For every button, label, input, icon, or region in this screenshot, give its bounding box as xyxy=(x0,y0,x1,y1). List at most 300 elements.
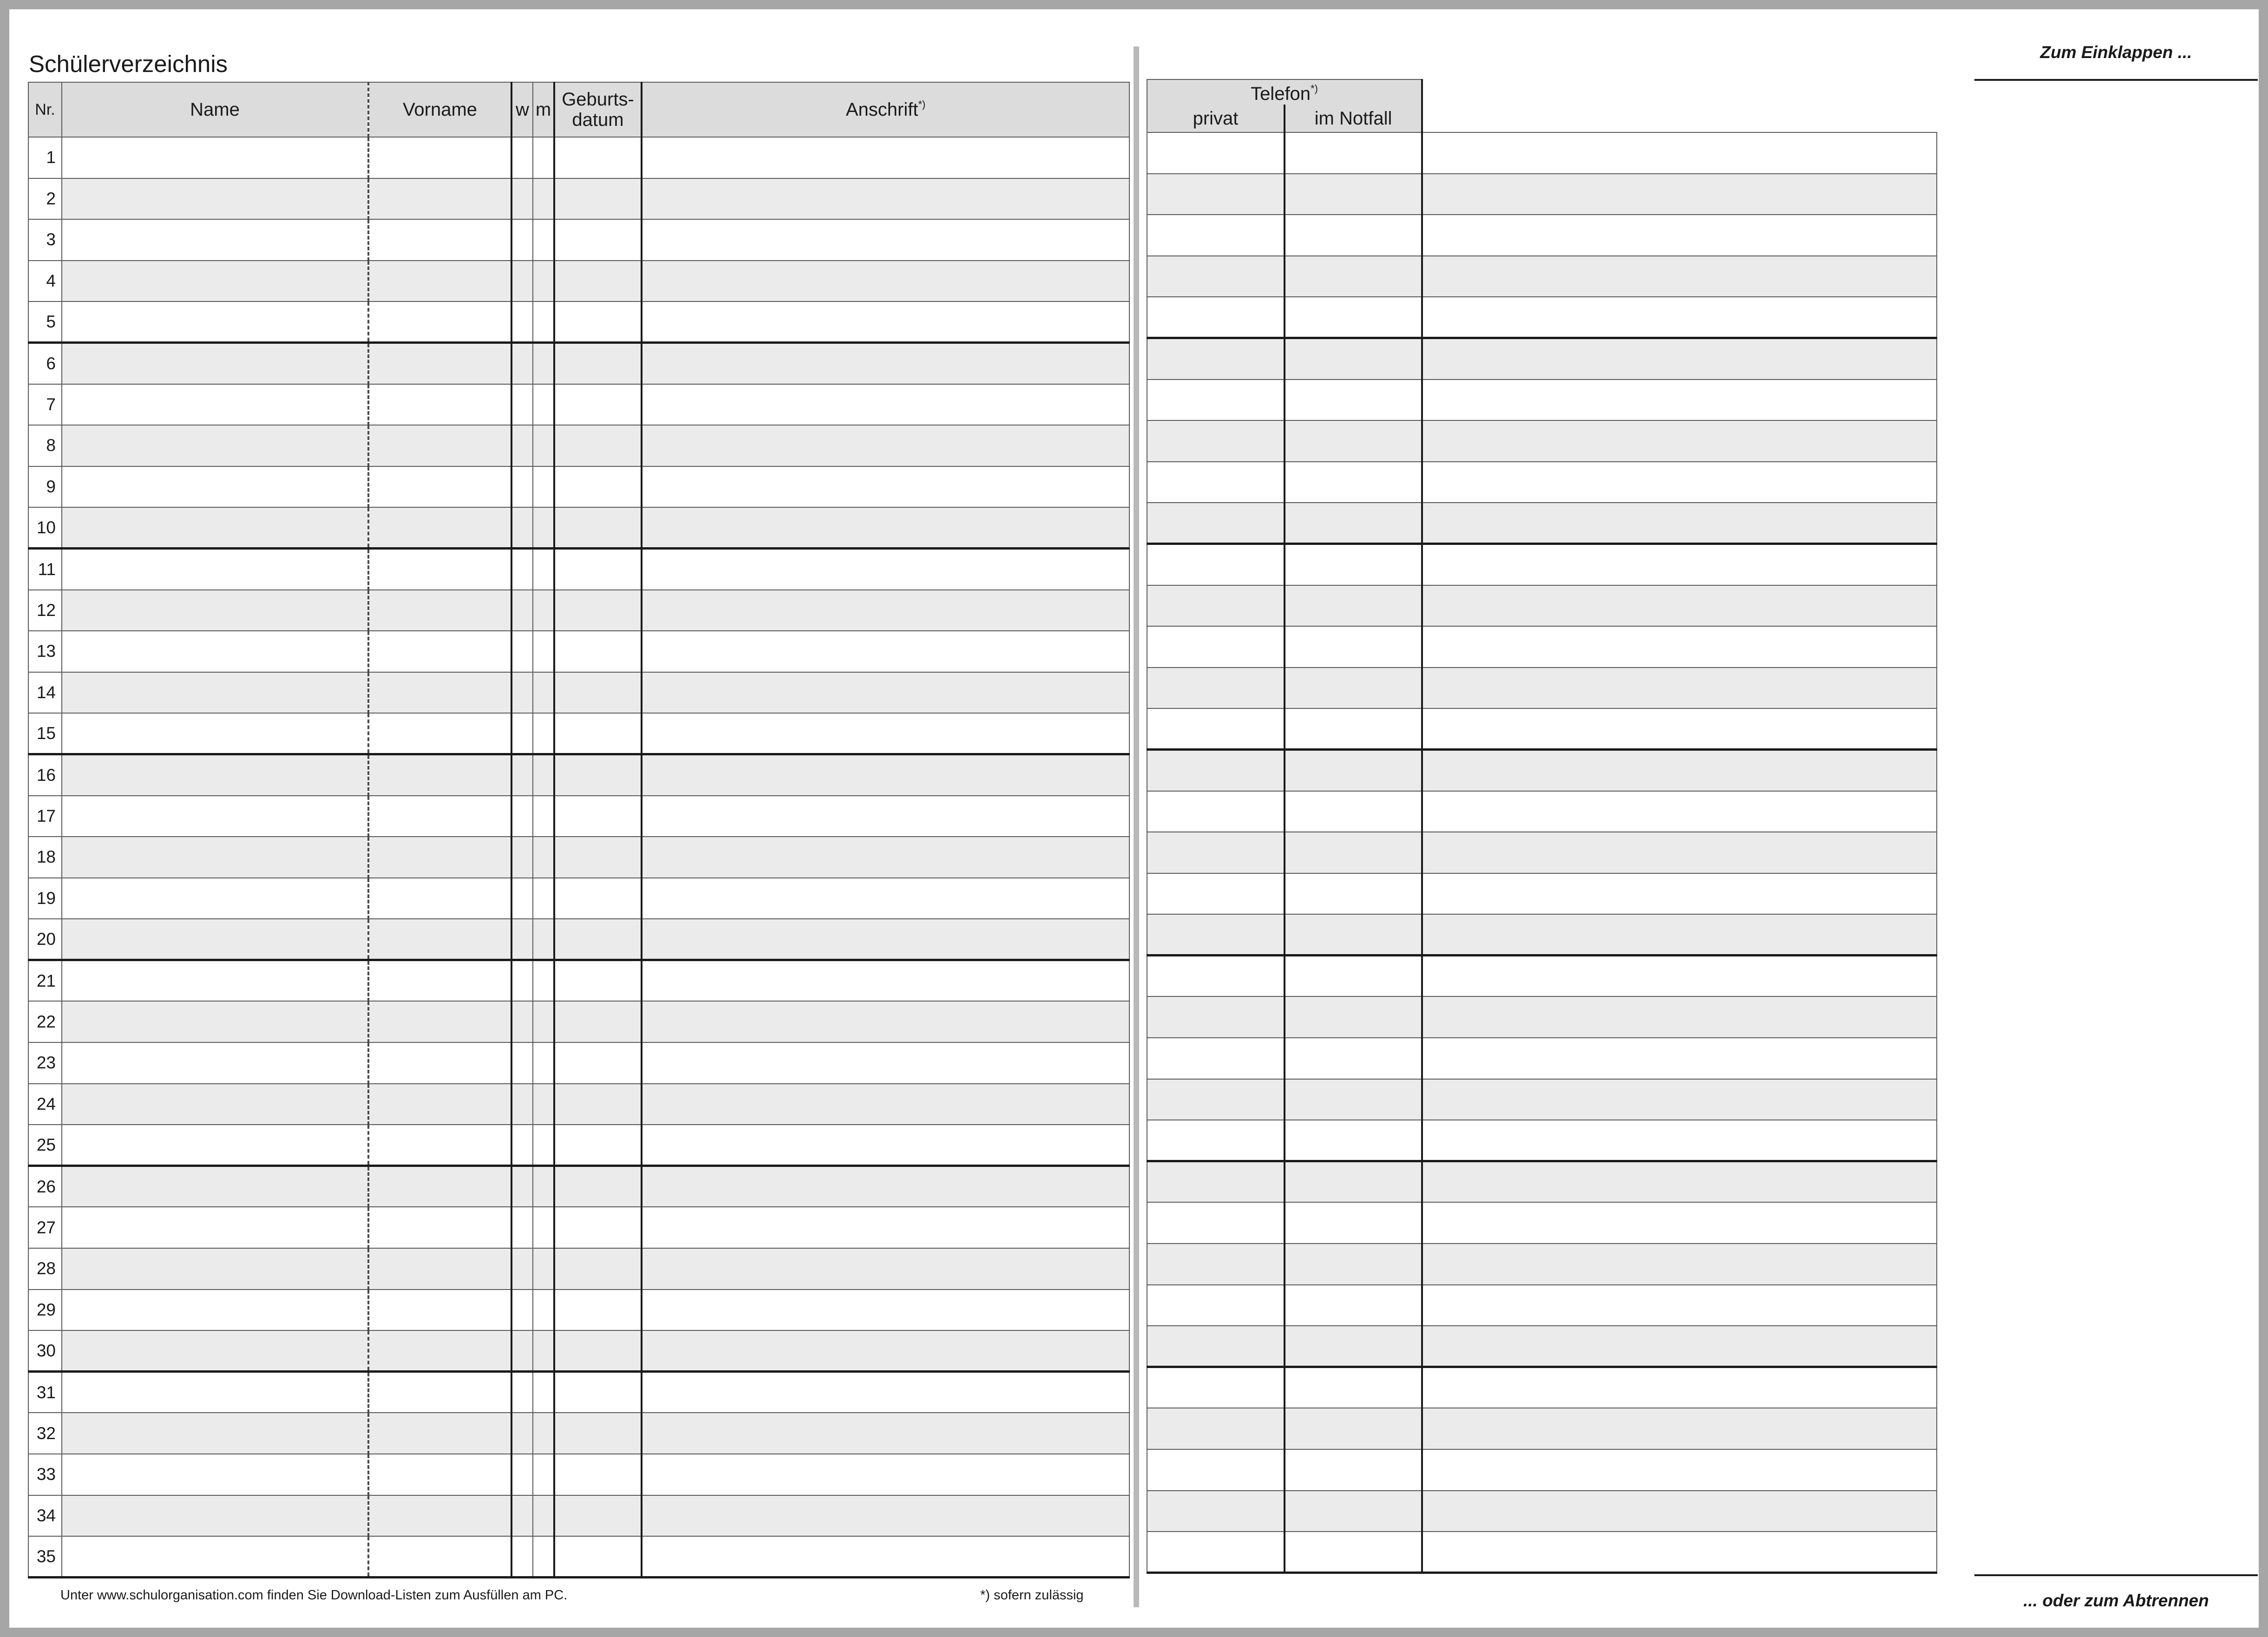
notfall-cell[interactable] xyxy=(1285,1326,1422,1367)
notfall-cell[interactable] xyxy=(1285,132,1422,174)
anschrift-cell[interactable] xyxy=(642,631,1129,672)
notfall-cell[interactable] xyxy=(1285,585,1422,627)
vorname-cell[interactable] xyxy=(368,301,511,343)
m-cell[interactable] xyxy=(533,837,554,878)
name-cell[interactable] xyxy=(62,1248,368,1290)
vorname-cell[interactable] xyxy=(368,1248,511,1290)
name-cell[interactable] xyxy=(62,1166,368,1207)
notes-cell[interactable] xyxy=(1422,1532,1937,1573)
anschrift-cell[interactable] xyxy=(642,1495,1129,1537)
name-cell[interactable] xyxy=(62,137,368,178)
privat-cell[interactable] xyxy=(1147,420,1285,462)
m-cell[interactable] xyxy=(533,219,554,261)
w-cell[interactable] xyxy=(511,1001,533,1042)
notes-cell[interactable] xyxy=(1422,626,1937,668)
notfall-cell[interactable] xyxy=(1285,750,1422,791)
notfall-cell[interactable] xyxy=(1285,626,1422,668)
w-cell[interactable] xyxy=(511,1454,533,1495)
privat-cell[interactable] xyxy=(1147,1491,1285,1532)
vorname-cell[interactable] xyxy=(368,754,511,796)
m-cell[interactable] xyxy=(533,713,554,754)
privat-cell[interactable] xyxy=(1147,462,1285,503)
anschrift-cell[interactable] xyxy=(642,590,1129,631)
vorname-cell[interactable] xyxy=(368,549,511,590)
w-cell[interactable] xyxy=(511,466,533,508)
notes-cell[interactable] xyxy=(1422,873,1937,915)
notes-cell[interactable] xyxy=(1422,750,1937,791)
w-cell[interactable] xyxy=(511,1042,533,1084)
w-cell[interactable] xyxy=(511,796,533,837)
name-cell[interactable] xyxy=(62,1084,368,1125)
privat-cell[interactable] xyxy=(1147,873,1285,915)
notes-cell[interactable] xyxy=(1422,914,1937,956)
notes-cell[interactable] xyxy=(1422,215,1937,256)
privat-cell[interactable] xyxy=(1147,1079,1285,1120)
anschrift-cell[interactable] xyxy=(642,1536,1129,1578)
w-cell[interactable] xyxy=(511,1495,533,1537)
notes-cell[interactable] xyxy=(1422,1079,1937,1120)
geburtsdatum-cell[interactable] xyxy=(554,1248,642,1290)
w-cell[interactable] xyxy=(511,425,533,466)
geburtsdatum-cell[interactable] xyxy=(554,1207,642,1248)
anschrift-cell[interactable] xyxy=(642,261,1129,302)
vorname-cell[interactable] xyxy=(368,1372,511,1413)
geburtsdatum-cell[interactable] xyxy=(554,1125,642,1166)
geburtsdatum-cell[interactable] xyxy=(554,1330,642,1372)
privat-cell[interactable] xyxy=(1147,544,1285,585)
geburtsdatum-cell[interactable] xyxy=(554,466,642,508)
w-cell[interactable] xyxy=(511,1372,533,1413)
privat-cell[interactable] xyxy=(1147,1285,1285,1326)
name-cell[interactable] xyxy=(62,1207,368,1248)
w-cell[interactable] xyxy=(511,301,533,343)
anschrift-cell[interactable] xyxy=(642,425,1129,466)
anschrift-cell[interactable] xyxy=(642,1042,1129,1084)
geburtsdatum-cell[interactable] xyxy=(554,425,642,466)
geburtsdatum-cell[interactable] xyxy=(554,919,642,960)
notfall-cell[interactable] xyxy=(1285,873,1422,915)
geburtsdatum-cell[interactable] xyxy=(554,754,642,796)
w-cell[interactable] xyxy=(511,1207,533,1248)
geburtsdatum-cell[interactable] xyxy=(554,1290,642,1331)
geburtsdatum-cell[interactable] xyxy=(554,261,642,302)
privat-cell[interactable] xyxy=(1147,132,1285,174)
notfall-cell[interactable] xyxy=(1285,380,1422,421)
m-cell[interactable] xyxy=(533,549,554,590)
notfall-cell[interactable] xyxy=(1285,1408,1422,1449)
m-cell[interactable] xyxy=(533,796,554,837)
vorname-cell[interactable] xyxy=(368,796,511,837)
notfall-cell[interactable] xyxy=(1285,1449,1422,1491)
w-cell[interactable] xyxy=(511,549,533,590)
privat-cell[interactable] xyxy=(1147,1244,1285,1285)
notes-cell[interactable] xyxy=(1422,1367,1937,1408)
notfall-cell[interactable] xyxy=(1285,708,1422,750)
geburtsdatum-cell[interactable] xyxy=(554,796,642,837)
notfall-cell[interactable] xyxy=(1285,462,1422,503)
w-cell[interactable] xyxy=(511,1248,533,1290)
w-cell[interactable] xyxy=(511,1166,533,1207)
anschrift-cell[interactable] xyxy=(642,713,1129,754)
name-cell[interactable] xyxy=(62,219,368,261)
m-cell[interactable] xyxy=(533,1166,554,1207)
w-cell[interactable] xyxy=(511,713,533,754)
notes-cell[interactable] xyxy=(1422,708,1937,750)
geburtsdatum-cell[interactable] xyxy=(554,1372,642,1413)
name-cell[interactable] xyxy=(62,631,368,672)
privat-cell[interactable] xyxy=(1147,256,1285,297)
privat-cell[interactable] xyxy=(1147,668,1285,709)
notes-cell[interactable] xyxy=(1422,1449,1937,1491)
anschrift-cell[interactable] xyxy=(642,507,1129,549)
privat-cell[interactable] xyxy=(1147,338,1285,380)
m-cell[interactable] xyxy=(533,137,554,178)
notes-cell[interactable] xyxy=(1422,585,1937,627)
vorname-cell[interactable] xyxy=(368,466,511,508)
privat-cell[interactable] xyxy=(1147,215,1285,256)
w-cell[interactable] xyxy=(511,507,533,549)
w-cell[interactable] xyxy=(511,590,533,631)
notfall-cell[interactable] xyxy=(1285,297,1422,338)
anschrift-cell[interactable] xyxy=(642,1125,1129,1166)
notfall-cell[interactable] xyxy=(1285,791,1422,832)
anschrift-cell[interactable] xyxy=(642,1413,1129,1454)
notes-cell[interactable] xyxy=(1422,338,1937,380)
name-cell[interactable] xyxy=(62,754,368,796)
notes-cell[interactable] xyxy=(1422,132,1937,174)
privat-cell[interactable] xyxy=(1147,1161,1285,1203)
anschrift-cell[interactable] xyxy=(642,343,1129,384)
notfall-cell[interactable] xyxy=(1285,1244,1422,1285)
privat-cell[interactable] xyxy=(1147,503,1285,544)
vorname-cell[interactable] xyxy=(368,1042,511,1084)
m-cell[interactable] xyxy=(533,1290,554,1331)
anschrift-cell[interactable] xyxy=(642,384,1129,426)
name-cell[interactable] xyxy=(62,549,368,590)
vorname-cell[interactable] xyxy=(368,178,511,220)
geburtsdatum-cell[interactable] xyxy=(554,1084,642,1125)
privat-cell[interactable] xyxy=(1147,1120,1285,1161)
name-cell[interactable] xyxy=(62,301,368,343)
anschrift-cell[interactable] xyxy=(642,1166,1129,1207)
notes-cell[interactable] xyxy=(1422,420,1937,462)
privat-cell[interactable] xyxy=(1147,626,1285,668)
notfall-cell[interactable] xyxy=(1285,668,1422,709)
name-cell[interactable] xyxy=(62,1290,368,1331)
notes-cell[interactable] xyxy=(1422,256,1937,297)
vorname-cell[interactable] xyxy=(368,878,511,919)
anschrift-cell[interactable] xyxy=(642,1290,1129,1331)
w-cell[interactable] xyxy=(511,878,533,919)
vorname-cell[interactable] xyxy=(368,672,511,714)
w-cell[interactable] xyxy=(511,137,533,178)
privat-cell[interactable] xyxy=(1147,956,1285,997)
geburtsdatum-cell[interactable] xyxy=(554,178,642,220)
m-cell[interactable] xyxy=(533,590,554,631)
notfall-cell[interactable] xyxy=(1285,1038,1422,1079)
privat-cell[interactable] xyxy=(1147,174,1285,215)
geburtsdatum-cell[interactable] xyxy=(554,549,642,590)
notes-cell[interactable] xyxy=(1422,996,1937,1038)
name-cell[interactable] xyxy=(62,384,368,426)
notes-cell[interactable] xyxy=(1422,544,1937,585)
notes-cell[interactable] xyxy=(1422,791,1937,832)
anschrift-cell[interactable] xyxy=(642,219,1129,261)
privat-cell[interactable] xyxy=(1147,708,1285,750)
geburtsdatum-cell[interactable] xyxy=(554,219,642,261)
privat-cell[interactable] xyxy=(1147,1532,1285,1573)
anschrift-cell[interactable] xyxy=(642,178,1129,220)
vorname-cell[interactable] xyxy=(368,507,511,549)
privat-cell[interactable] xyxy=(1147,1038,1285,1079)
notes-cell[interactable] xyxy=(1422,1161,1937,1203)
m-cell[interactable] xyxy=(533,507,554,549)
w-cell[interactable] xyxy=(511,1330,533,1372)
notes-cell[interactable] xyxy=(1422,668,1937,709)
notes-cell[interactable] xyxy=(1422,503,1937,544)
geburtsdatum-cell[interactable] xyxy=(554,137,642,178)
notfall-cell[interactable] xyxy=(1285,1202,1422,1244)
w-cell[interactable] xyxy=(511,261,533,302)
geburtsdatum-cell[interactable] xyxy=(554,1536,642,1578)
geburtsdatum-cell[interactable] xyxy=(554,631,642,672)
notfall-cell[interactable] xyxy=(1285,544,1422,585)
geburtsdatum-cell[interactable] xyxy=(554,1042,642,1084)
w-cell[interactable] xyxy=(511,631,533,672)
geburtsdatum-cell[interactable] xyxy=(554,1166,642,1207)
vorname-cell[interactable] xyxy=(368,343,511,384)
geburtsdatum-cell[interactable] xyxy=(554,1001,642,1042)
m-cell[interactable] xyxy=(533,919,554,960)
vorname-cell[interactable] xyxy=(368,1001,511,1042)
notes-cell[interactable] xyxy=(1422,1120,1937,1161)
name-cell[interactable] xyxy=(62,672,368,714)
m-cell[interactable] xyxy=(533,178,554,220)
w-cell[interactable] xyxy=(511,343,533,384)
anschrift-cell[interactable] xyxy=(642,1084,1129,1125)
name-cell[interactable] xyxy=(62,261,368,302)
notfall-cell[interactable] xyxy=(1285,1532,1422,1573)
vorname-cell[interactable] xyxy=(368,631,511,672)
w-cell[interactable] xyxy=(511,837,533,878)
name-cell[interactable] xyxy=(62,919,368,960)
geburtsdatum-cell[interactable] xyxy=(554,878,642,919)
m-cell[interactable] xyxy=(533,1330,554,1372)
notes-cell[interactable] xyxy=(1422,297,1937,338)
notfall-cell[interactable] xyxy=(1285,832,1422,873)
name-cell[interactable] xyxy=(62,837,368,878)
name-cell[interactable] xyxy=(62,343,368,384)
name-cell[interactable] xyxy=(62,796,368,837)
notes-cell[interactable] xyxy=(1422,956,1937,997)
m-cell[interactable] xyxy=(533,1248,554,1290)
privat-cell[interactable] xyxy=(1147,1326,1285,1367)
vorname-cell[interactable] xyxy=(368,1125,511,1166)
anschrift-cell[interactable] xyxy=(642,796,1129,837)
notes-cell[interactable] xyxy=(1422,1285,1937,1326)
notfall-cell[interactable] xyxy=(1285,174,1422,215)
notfall-cell[interactable] xyxy=(1285,503,1422,544)
name-cell[interactable] xyxy=(62,1495,368,1537)
geburtsdatum-cell[interactable] xyxy=(554,960,642,1002)
geburtsdatum-cell[interactable] xyxy=(554,713,642,754)
privat-cell[interactable] xyxy=(1147,750,1285,791)
geburtsdatum-cell[interactable] xyxy=(554,1413,642,1454)
notes-cell[interactable] xyxy=(1422,1244,1937,1285)
m-cell[interactable] xyxy=(533,1536,554,1578)
name-cell[interactable] xyxy=(62,960,368,1002)
notfall-cell[interactable] xyxy=(1285,996,1422,1038)
geburtsdatum-cell[interactable] xyxy=(554,837,642,878)
anschrift-cell[interactable] xyxy=(642,672,1129,714)
notfall-cell[interactable] xyxy=(1285,338,1422,380)
notfall-cell[interactable] xyxy=(1285,420,1422,462)
privat-cell[interactable] xyxy=(1147,380,1285,421)
name-cell[interactable] xyxy=(62,1001,368,1042)
notes-cell[interactable] xyxy=(1422,1326,1937,1367)
vorname-cell[interactable] xyxy=(368,261,511,302)
m-cell[interactable] xyxy=(533,1001,554,1042)
m-cell[interactable] xyxy=(533,878,554,919)
anschrift-cell[interactable] xyxy=(642,754,1129,796)
m-cell[interactable] xyxy=(533,1372,554,1413)
vorname-cell[interactable] xyxy=(368,960,511,1002)
privat-cell[interactable] xyxy=(1147,297,1285,338)
privat-cell[interactable] xyxy=(1147,1202,1285,1244)
anschrift-cell[interactable] xyxy=(642,466,1129,508)
notes-cell[interactable] xyxy=(1422,1408,1937,1449)
m-cell[interactable] xyxy=(533,960,554,1002)
anschrift-cell[interactable] xyxy=(642,919,1129,960)
notfall-cell[interactable] xyxy=(1285,956,1422,997)
m-cell[interactable] xyxy=(533,1084,554,1125)
m-cell[interactable] xyxy=(533,1413,554,1454)
privat-cell[interactable] xyxy=(1147,996,1285,1038)
vorname-cell[interactable] xyxy=(368,384,511,426)
name-cell[interactable] xyxy=(62,713,368,754)
vorname-cell[interactable] xyxy=(368,1495,511,1537)
geburtsdatum-cell[interactable] xyxy=(554,384,642,426)
m-cell[interactable] xyxy=(533,425,554,466)
vorname-cell[interactable] xyxy=(368,1330,511,1372)
w-cell[interactable] xyxy=(511,384,533,426)
w-cell[interactable] xyxy=(511,754,533,796)
notes-cell[interactable] xyxy=(1422,462,1937,503)
w-cell[interactable] xyxy=(511,672,533,714)
w-cell[interactable] xyxy=(511,919,533,960)
vorname-cell[interactable] xyxy=(368,137,511,178)
m-cell[interactable] xyxy=(533,631,554,672)
privat-cell[interactable] xyxy=(1147,1449,1285,1491)
notes-cell[interactable] xyxy=(1422,1202,1937,1244)
m-cell[interactable] xyxy=(533,1125,554,1166)
vorname-cell[interactable] xyxy=(368,425,511,466)
anschrift-cell[interactable] xyxy=(642,1330,1129,1372)
anschrift-cell[interactable] xyxy=(642,1372,1129,1413)
geburtsdatum-cell[interactable] xyxy=(554,1495,642,1537)
m-cell[interactable] xyxy=(533,261,554,302)
m-cell[interactable] xyxy=(533,754,554,796)
privat-cell[interactable] xyxy=(1147,585,1285,627)
notfall-cell[interactable] xyxy=(1285,914,1422,956)
vorname-cell[interactable] xyxy=(368,1084,511,1125)
w-cell[interactable] xyxy=(511,219,533,261)
name-cell[interactable] xyxy=(62,1042,368,1084)
notes-cell[interactable] xyxy=(1422,380,1937,421)
vorname-cell[interactable] xyxy=(368,919,511,960)
name-cell[interactable] xyxy=(62,1125,368,1166)
privat-cell[interactable] xyxy=(1147,1408,1285,1449)
m-cell[interactable] xyxy=(533,384,554,426)
geburtsdatum-cell[interactable] xyxy=(554,507,642,549)
vorname-cell[interactable] xyxy=(368,837,511,878)
notfall-cell[interactable] xyxy=(1285,1285,1422,1326)
anschrift-cell[interactable] xyxy=(642,1248,1129,1290)
notfall-cell[interactable] xyxy=(1285,1079,1422,1120)
notfall-cell[interactable] xyxy=(1285,1161,1422,1203)
geburtsdatum-cell[interactable] xyxy=(554,590,642,631)
vorname-cell[interactable] xyxy=(368,1207,511,1248)
privat-cell[interactable] xyxy=(1147,914,1285,956)
anschrift-cell[interactable] xyxy=(642,878,1129,919)
vorname-cell[interactable] xyxy=(368,713,511,754)
notfall-cell[interactable] xyxy=(1285,1491,1422,1532)
name-cell[interactable] xyxy=(62,507,368,549)
notes-cell[interactable] xyxy=(1422,1038,1937,1079)
anschrift-cell[interactable] xyxy=(642,137,1129,178)
w-cell[interactable] xyxy=(511,1125,533,1166)
privat-cell[interactable] xyxy=(1147,832,1285,873)
w-cell[interactable] xyxy=(511,1290,533,1331)
w-cell[interactable] xyxy=(511,1084,533,1125)
name-cell[interactable] xyxy=(62,1413,368,1454)
m-cell[interactable] xyxy=(533,672,554,714)
geburtsdatum-cell[interactable] xyxy=(554,672,642,714)
w-cell[interactable] xyxy=(511,1413,533,1454)
vorname-cell[interactable] xyxy=(368,1454,511,1495)
m-cell[interactable] xyxy=(533,1495,554,1537)
name-cell[interactable] xyxy=(62,178,368,220)
anschrift-cell[interactable] xyxy=(642,837,1129,878)
notfall-cell[interactable] xyxy=(1285,1367,1422,1408)
name-cell[interactable] xyxy=(62,590,368,631)
name-cell[interactable] xyxy=(62,1372,368,1413)
notes-cell[interactable] xyxy=(1422,832,1937,873)
m-cell[interactable] xyxy=(533,466,554,508)
name-cell[interactable] xyxy=(62,1454,368,1495)
w-cell[interactable] xyxy=(511,1536,533,1578)
m-cell[interactable] xyxy=(533,1042,554,1084)
notes-cell[interactable] xyxy=(1422,174,1937,215)
name-cell[interactable] xyxy=(62,1330,368,1372)
anschrift-cell[interactable] xyxy=(642,1454,1129,1495)
notfall-cell[interactable] xyxy=(1285,215,1422,256)
geburtsdatum-cell[interactable] xyxy=(554,343,642,384)
m-cell[interactable] xyxy=(533,343,554,384)
geburtsdatum-cell[interactable] xyxy=(554,1454,642,1495)
name-cell[interactable] xyxy=(62,425,368,466)
notfall-cell[interactable] xyxy=(1285,1120,1422,1161)
notfall-cell[interactable] xyxy=(1285,256,1422,297)
name-cell[interactable] xyxy=(62,1536,368,1578)
w-cell[interactable] xyxy=(511,960,533,1002)
privat-cell[interactable] xyxy=(1147,791,1285,832)
name-cell[interactable] xyxy=(62,466,368,508)
anschrift-cell[interactable] xyxy=(642,1207,1129,1248)
vorname-cell[interactable] xyxy=(368,219,511,261)
anschrift-cell[interactable] xyxy=(642,549,1129,590)
notes-cell[interactable] xyxy=(1422,1491,1937,1532)
